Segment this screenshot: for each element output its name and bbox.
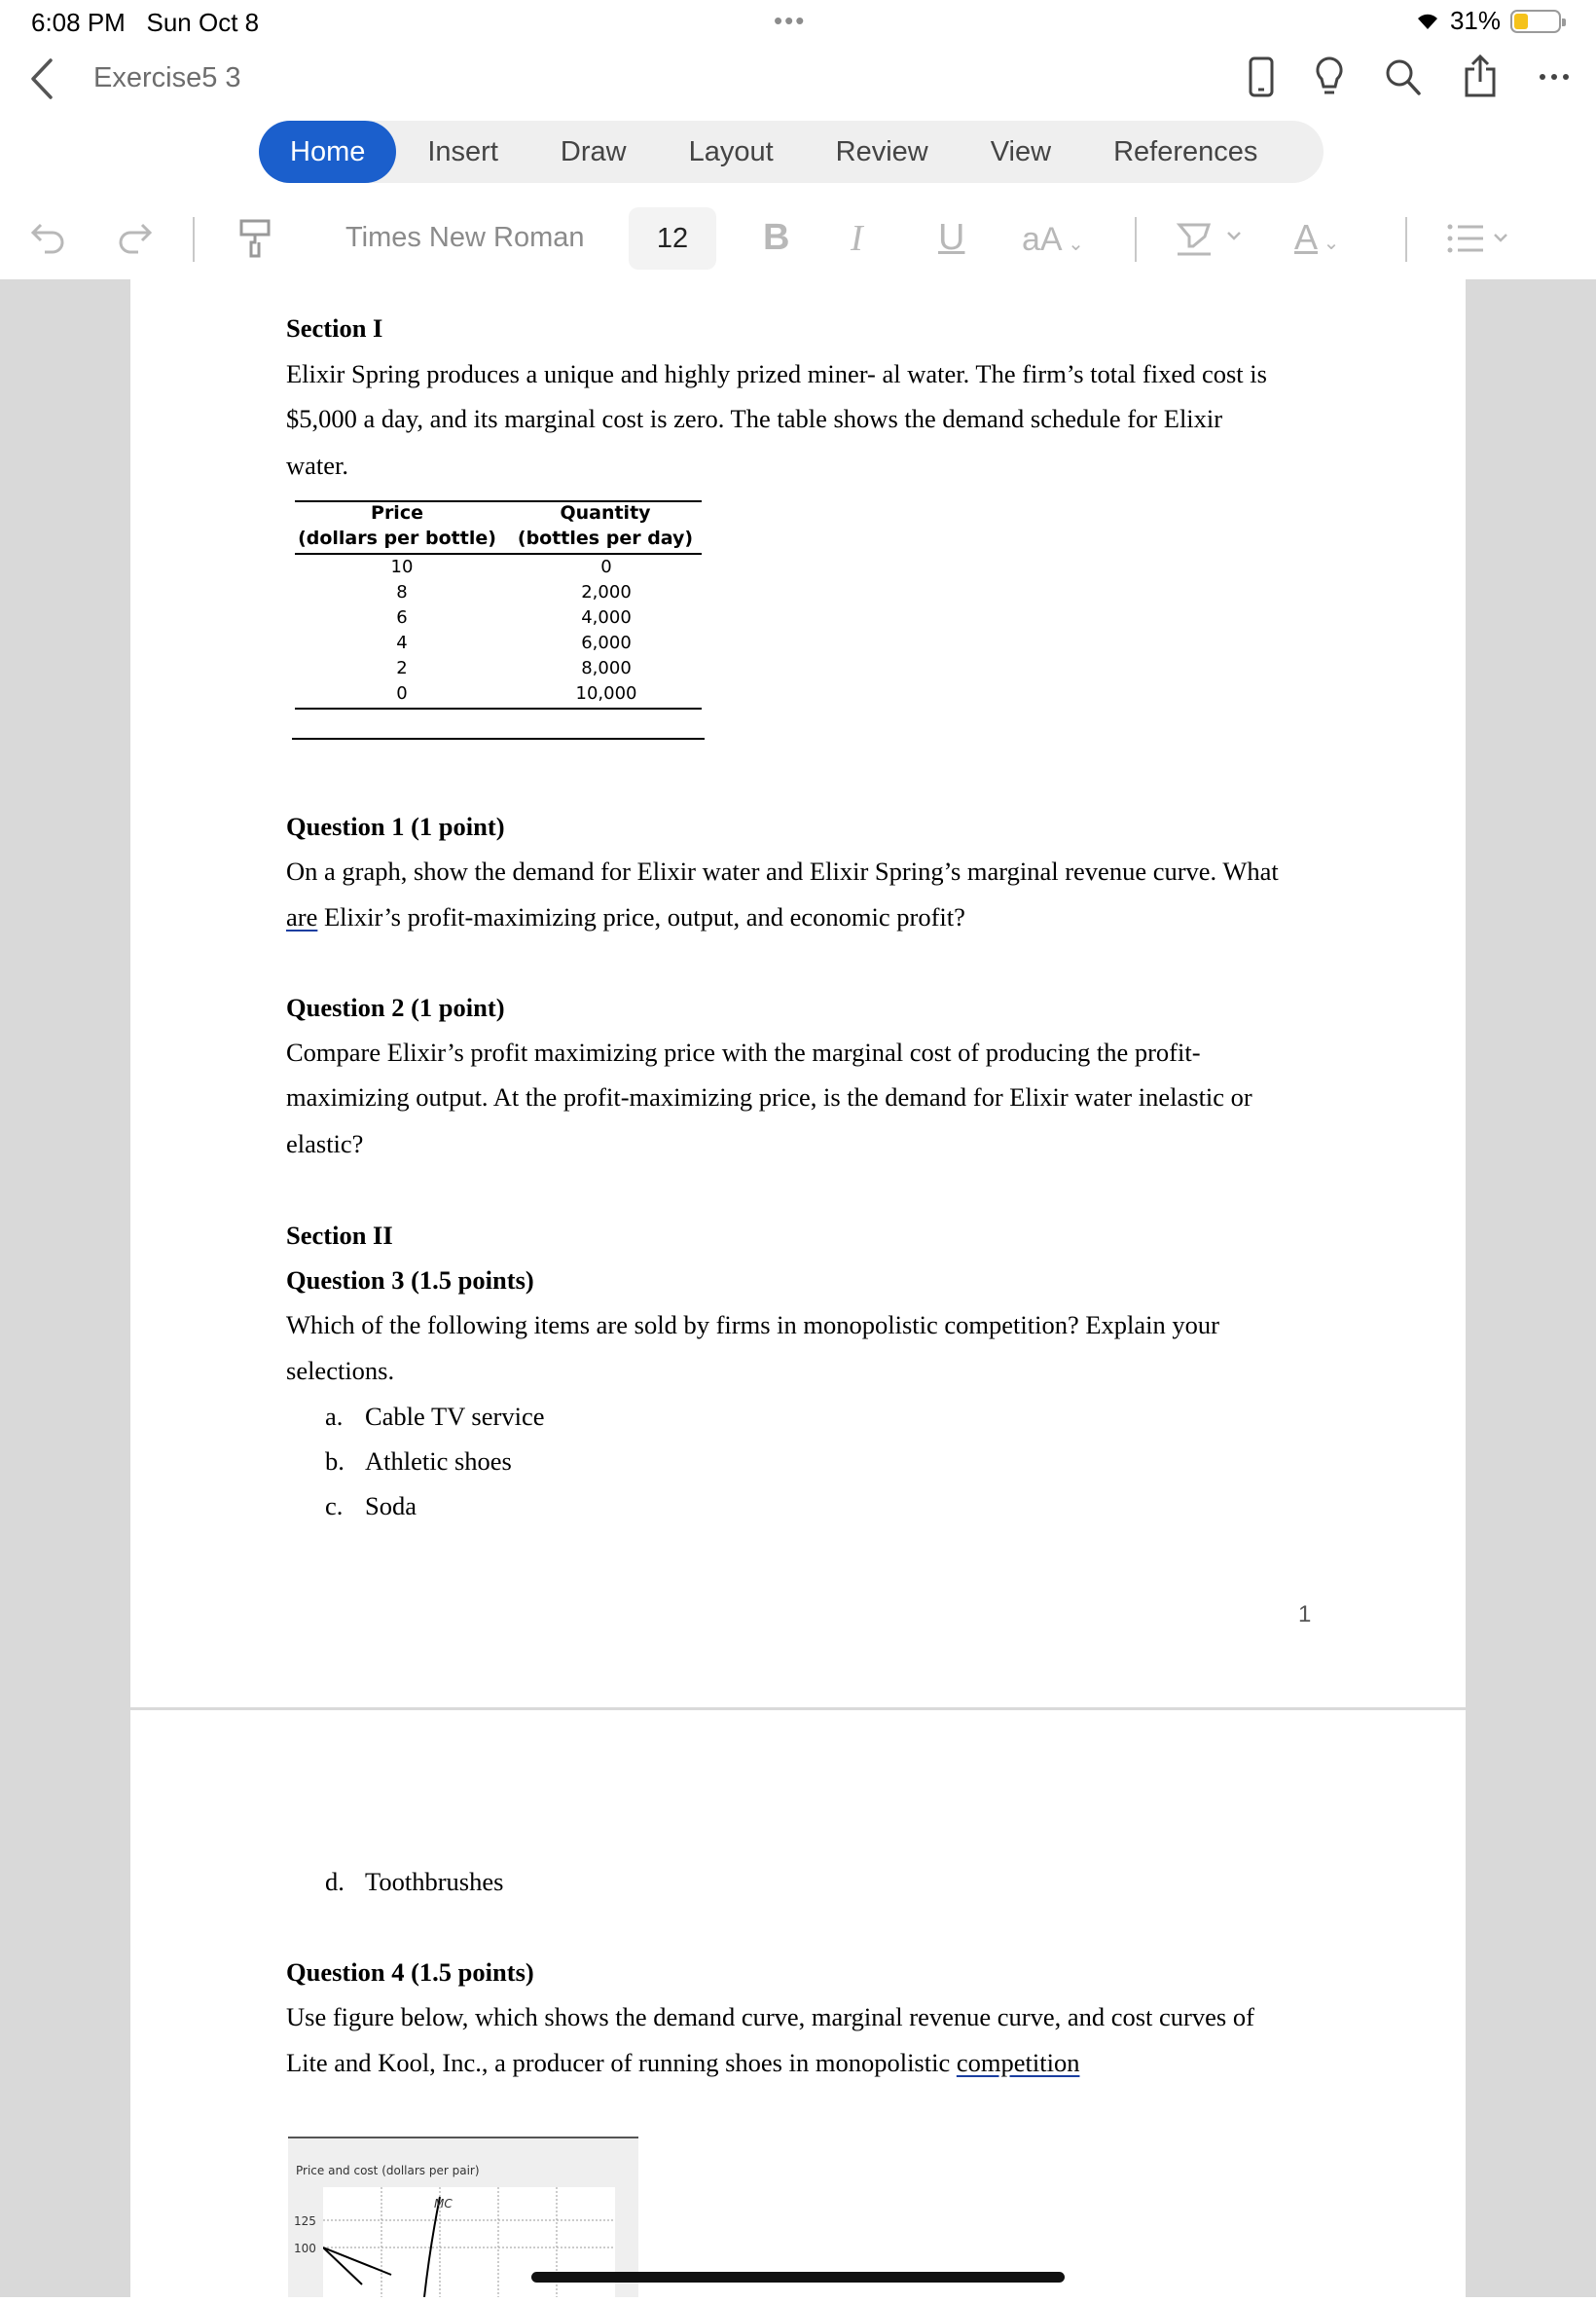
question4-heading: Question 4 (1.5 points) <box>286 1957 534 1987</box>
page-number: 1 <box>1298 1601 1312 1627</box>
status-time <box>31 8 259 38</box>
wifi-icon <box>1415 12 1440 31</box>
question1-line2 <box>286 902 965 932</box>
quantity-header-line1: Quantity <box>560 502 651 524</box>
question2-line1: Compare Elixir’s profit maximizing price with the marginal cost of producing the profit- <box>286 1038 1201 1067</box>
status-bar <box>0 0 1596 49</box>
table-cell-price: 2 <box>396 658 408 678</box>
section2-heading: Section II <box>286 1221 393 1250</box>
section1-text-line3: water. <box>286 451 349 480</box>
table-cell-price: 4 <box>396 633 408 653</box>
home-indicator[interactable] <box>531 2272 1065 2283</box>
table-cell-price: 0 <box>396 683 408 704</box>
status-right <box>1415 6 1561 36</box>
underline-button[interactable]: U <box>938 217 965 258</box>
table-rule <box>295 708 702 710</box>
list-item-d <box>325 1867 504 1897</box>
font-color-label: A <box>1294 217 1319 257</box>
section1-text-line1: Elixir Spring produces a unique and highly prized miner- al water. The firm’s total fixed cost is <box>286 359 1267 388</box>
tab-insert[interactable]: Insert <box>427 136 498 167</box>
text-size-label: aA <box>1022 221 1063 258</box>
list-item-c <box>325 1491 417 1521</box>
list-item-text: Cable TV service <box>365 1402 545 1431</box>
highlighter-icon[interactable] <box>1174 217 1244 260</box>
list-item-text: Athletic shoes <box>365 1446 512 1476</box>
undo-icon[interactable] <box>29 217 68 256</box>
table-cell-price: 8 <box>396 582 408 603</box>
table-cell-quantity: 6,000 <box>581 633 632 653</box>
question1-line1: On a graph, show the demand for Elixir water and Elixir Spring’s marginal revenue curve. What <box>286 857 1279 886</box>
question1-heading: Question 1 (1 point) <box>286 812 505 841</box>
more-options-icon[interactable] <box>1538 67 1571 87</box>
bold-button[interactable]: B <box>763 217 790 258</box>
table-cell-quantity: 2,000 <box>581 582 632 603</box>
table-cell-price: 10 <box>390 557 414 577</box>
question3-line1: Which of the following items are sold by firms in monopolistic competition? Explain your <box>286 1310 1219 1339</box>
toolbar-divider <box>1135 217 1137 262</box>
document-title[interactable]: Exercise5 3 <box>93 62 241 93</box>
toolbar-divider <box>1405 217 1407 262</box>
multitask-dots-icon[interactable]: ••• <box>774 6 807 35</box>
table-cell-quantity: 8,000 <box>581 658 632 678</box>
figure-y-axis-label: Price and cost (dollars per pair) <box>296 2164 480 2177</box>
status-time-text: 6:08 PM <box>31 8 126 37</box>
list-item-text: Soda <box>365 1491 417 1520</box>
grammar-underline[interactable]: competition <box>956 2048 1080 2077</box>
font-size-selector[interactable]: 12 <box>629 207 716 270</box>
mobile-view-icon[interactable] <box>1248 55 1275 98</box>
y-tick-label: 125 <box>294 2214 316 2228</box>
list-marker: c. <box>325 1491 344 1520</box>
title-bar-actions <box>1248 55 1571 99</box>
lightbulb-icon[interactable] <box>1314 55 1345 98</box>
text-size-button[interactable] <box>1022 221 1084 259</box>
tab-view[interactable]: View <box>990 136 1052 167</box>
question2-line3: elastic? <box>286 1129 364 1158</box>
question2-heading: Question 2 (1 point) <box>286 993 505 1022</box>
back-chevron-icon[interactable] <box>23 55 62 103</box>
table-rule <box>292 738 705 740</box>
tab-references[interactable]: References <box>1113 136 1258 167</box>
section1-text-line2: $5,000 a day, and its marginal cost is zero. The table shows the demand schedule for Elixir <box>286 404 1223 433</box>
title-bar <box>0 49 1596 107</box>
format-painter-icon[interactable] <box>237 217 272 260</box>
tab-layout[interactable]: Layout <box>688 136 774 167</box>
quantity-header-line2: (bottles per day) <box>517 528 694 549</box>
table-cell-quantity: 4,000 <box>581 607 632 628</box>
font-name-selector[interactable]: Times New Roman <box>345 222 585 253</box>
question4-line2 <box>286 2048 1079 2078</box>
tab-review[interactable]: Review <box>835 136 928 167</box>
grammar-underline[interactable]: are <box>286 902 318 932</box>
price-header-line2: (dollars per bottle) <box>298 528 496 549</box>
question3-line2: selections. <box>286 1356 395 1385</box>
font-color-button[interactable] <box>1294 217 1339 258</box>
format-toolbar <box>0 200 1596 277</box>
table-cell-price: 6 <box>396 607 408 628</box>
section1-heading: Section I <box>286 313 383 343</box>
list-item-text: Toothbrushes <box>365 1867 504 1896</box>
list-icon[interactable] <box>1444 217 1514 260</box>
list-item-a <box>325 1402 545 1432</box>
question4-line1: Use figure below, which shows the demand curve, marginal revenue curve, and cost curves of <box>286 2002 1254 2031</box>
tab-home[interactable]: Home <box>259 121 396 183</box>
question4-line2-start: Lite and Kool, Inc., a producer of running shoes in monopolistic <box>286 2048 957 2077</box>
status-date: Sun Oct 8 <box>146 8 260 37</box>
question1-line2-rest: Elixir’s profit-maximizing price, output, and economic profit? <box>317 902 965 932</box>
search-icon[interactable] <box>1384 56 1423 97</box>
chevron-down-icon: ⌄ <box>1318 233 1340 254</box>
table-rule <box>295 553 702 555</box>
marginal-revenue-curve <box>323 2247 362 2284</box>
price-header-line1: Price <box>371 502 423 524</box>
battery-icon <box>1510 10 1561 33</box>
y-tick-label: 100 <box>294 2242 316 2255</box>
chevron-down-icon: ⌄ <box>1062 234 1084 255</box>
ribbon-tabs <box>259 121 1324 183</box>
list-marker: b. <box>325 1446 345 1476</box>
question2-line2: maximizing output. At the profit-maximizing price, is the demand for Elixir water inelastic or <box>286 1082 1252 1112</box>
tab-draw[interactable]: Draw <box>560 136 627 167</box>
question3-heading: Question 3 (1.5 points) <box>286 1265 534 1295</box>
list-item-b <box>325 1446 512 1477</box>
table-cell-quantity: 10,000 <box>575 683 637 704</box>
redo-icon[interactable] <box>115 217 154 256</box>
italic-button[interactable]: I <box>851 218 863 259</box>
toolbar-divider <box>193 217 195 262</box>
list-marker: a. <box>325 1402 344 1431</box>
table-cell-quantity: 0 <box>600 557 612 577</box>
battery-percent: 31% <box>1449 6 1501 35</box>
mc-label: MC <box>434 2197 453 2211</box>
list-marker: d. <box>325 1867 345 1896</box>
share-icon[interactable] <box>1462 55 1499 99</box>
